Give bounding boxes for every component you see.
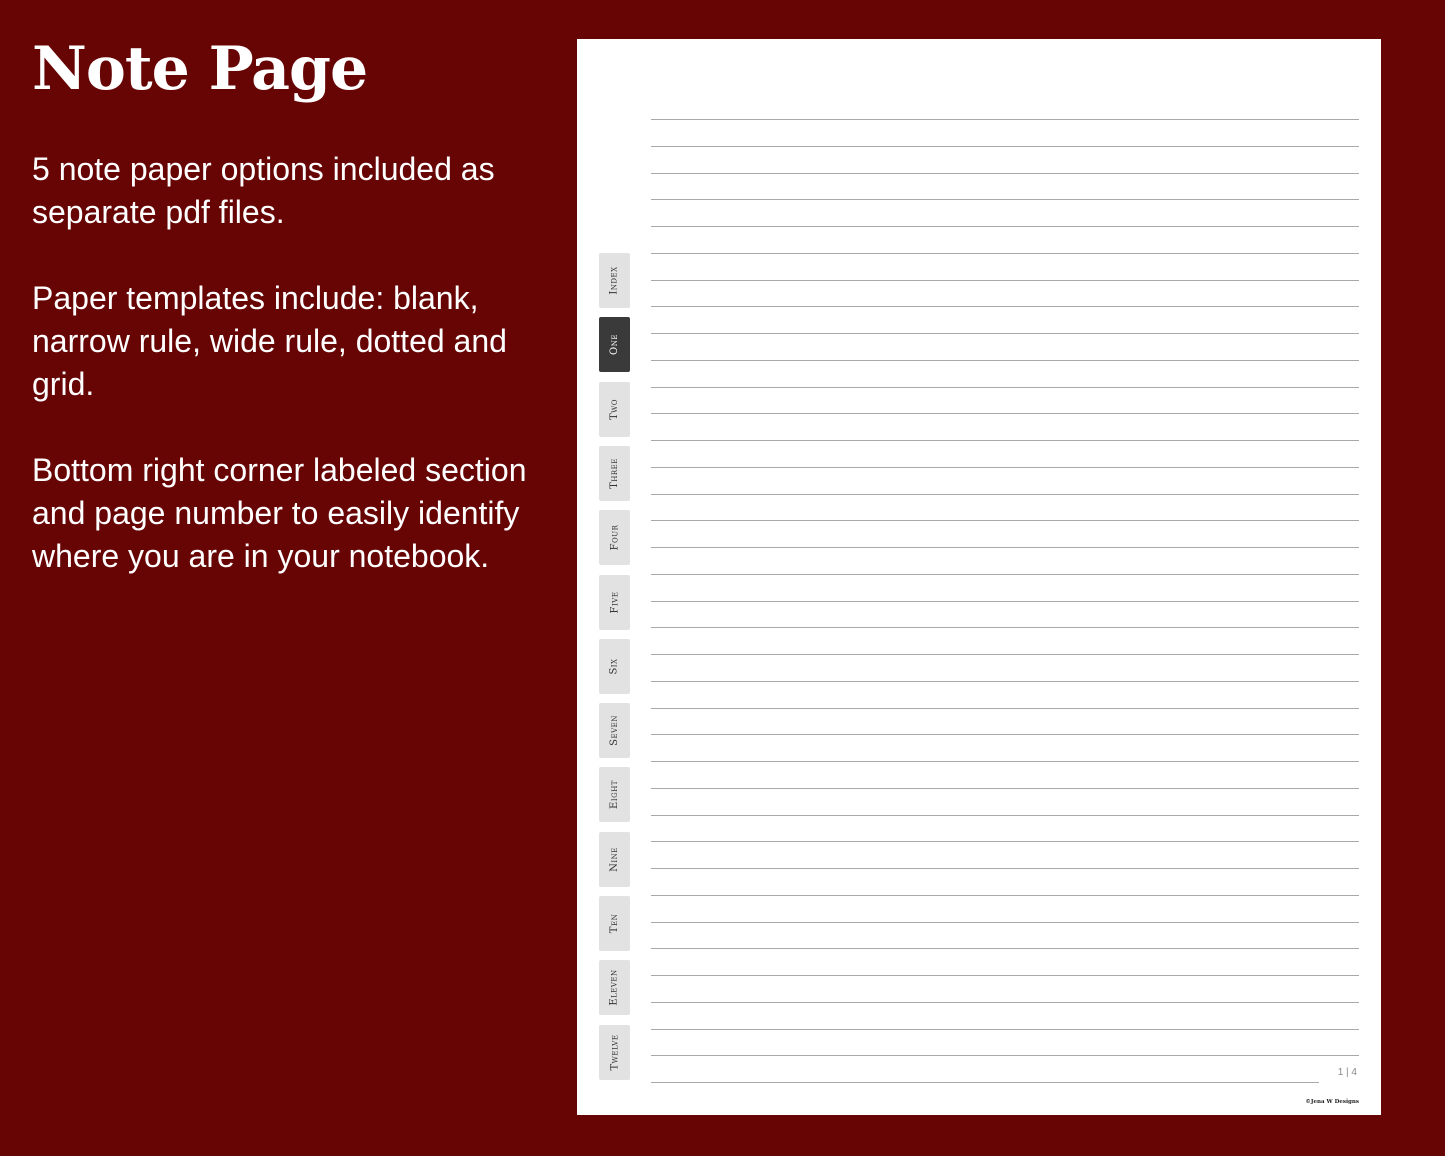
copyright-text: ©Jena W Designs <box>1305 1099 1359 1105</box>
description-templates: Paper templates include: blank, narrow rule, wide rule, dotted and grid. <box>32 280 507 402</box>
tab-index[interactable] <box>599 253 630 308</box>
ruled-line <box>651 280 1359 281</box>
ruled-line <box>651 734 1359 735</box>
ruled-line <box>651 1082 1319 1083</box>
ruled-line <box>651 574 1359 575</box>
tab-two[interactable] <box>599 382 630 437</box>
description-paper-options: 5 note paper options included as separate pdf files. <box>32 151 495 230</box>
tab-five[interactable] <box>599 575 630 630</box>
ruled-line <box>651 761 1359 762</box>
ruled-line <box>651 226 1359 227</box>
tab-eleven[interactable] <box>599 960 630 1015</box>
ruled-line <box>651 360 1359 361</box>
ruled-line <box>651 253 1359 254</box>
tab-label: Index <box>609 266 620 295</box>
ruled-line <box>651 1002 1359 1003</box>
ruled-line <box>651 895 1359 896</box>
tab-ten[interactable] <box>599 896 630 951</box>
tab-label: Three <box>608 458 620 489</box>
tab-nine[interactable] <box>599 832 630 887</box>
tab-label: Six <box>608 658 620 675</box>
ruled-line <box>651 146 1359 147</box>
tab-four[interactable] <box>599 510 630 565</box>
ruled-line <box>651 841 1359 842</box>
tab-label: Nine <box>609 846 620 872</box>
page-title: Note Page <box>32 34 368 104</box>
ruled-line <box>651 975 1359 976</box>
ruled-line <box>651 627 1359 628</box>
tab-seven[interactable] <box>599 703 630 758</box>
tab-label: One <box>609 334 620 356</box>
ruled-line <box>651 173 1359 174</box>
ruled-line <box>651 948 1359 949</box>
tab-three[interactable] <box>599 446 630 501</box>
ruled-line <box>651 1029 1359 1030</box>
tab-twelve[interactable] <box>599 1025 630 1080</box>
ruled-line <box>651 494 1359 495</box>
ruled-line <box>651 306 1359 307</box>
ruled-line <box>651 387 1359 388</box>
tab-label: Ten <box>609 913 620 934</box>
ruled-line <box>651 654 1359 655</box>
tab-label: Five <box>609 591 620 613</box>
ruled-line <box>651 413 1359 414</box>
ruled-line <box>651 922 1359 923</box>
ruled-line <box>651 788 1359 789</box>
tab-six[interactable] <box>599 639 630 694</box>
page-number: 1 | 4 <box>1337 1067 1357 1078</box>
notebook-page-preview <box>577 39 1381 1115</box>
tab-label: Twelve <box>609 1034 620 1071</box>
ruled-line <box>651 601 1359 602</box>
tab-label: Seven <box>608 715 620 746</box>
tab-label: Two <box>608 398 620 420</box>
tab-eight[interactable] <box>599 767 630 822</box>
ruled-line <box>651 681 1359 682</box>
ruled-line <box>651 119 1359 120</box>
ruled-line <box>651 333 1359 334</box>
ruled-line <box>651 520 1359 521</box>
tab-label: Eight <box>609 780 620 810</box>
ruled-line <box>651 547 1359 548</box>
ruled-line <box>651 467 1359 468</box>
ruled-line <box>651 708 1359 709</box>
description-labels: Bottom right corner labeled section and page number to easily identify where you are in your notebook. <box>32 452 527 574</box>
ruled-line <box>651 868 1359 869</box>
ruled-line <box>651 199 1359 200</box>
ruled-line <box>651 1055 1359 1056</box>
tab-label: Eleven <box>609 969 621 1006</box>
ruled-line <box>651 440 1359 441</box>
tab-one[interactable] <box>599 317 630 372</box>
tab-label: Four <box>608 524 620 551</box>
ruled-line <box>651 815 1359 816</box>
